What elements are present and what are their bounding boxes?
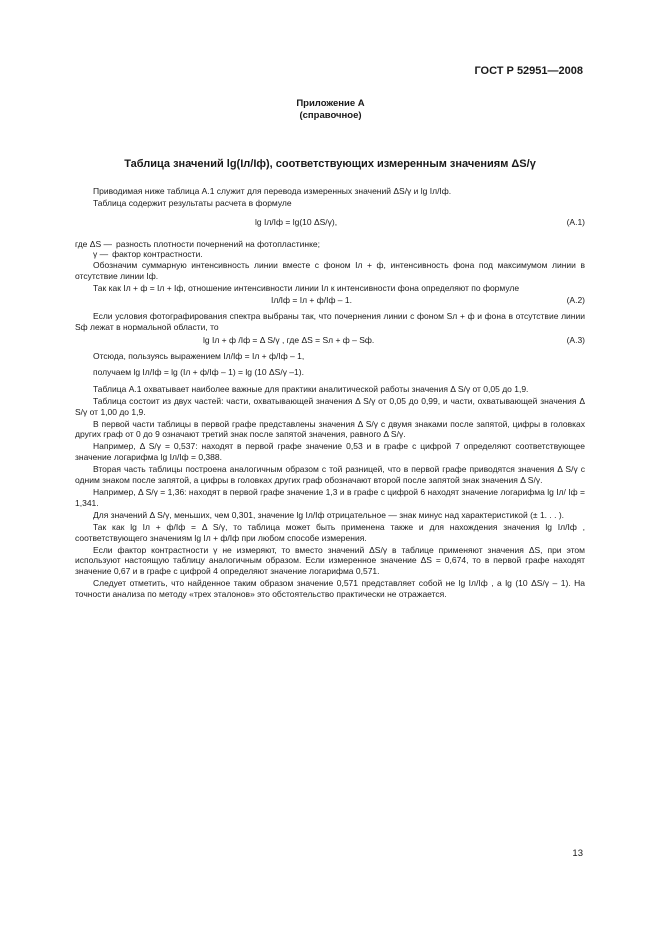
- definition-key: где ΔS —: [75, 238, 112, 249]
- paragraph-12: Вторая часть таблицы построена аналогичным образом с той разницей, что в первой графе приводятся значения Δ S/γ с одним знаком после запятой, а цифры в головках других граф обозначают второй после запятой знак значения Δ S/γ.: [75, 464, 585, 485]
- standard-number: ГОСТ Р 52951—2008: [474, 65, 583, 77]
- definition-gamma: [75, 249, 585, 260]
- paragraph-8: Таблица А.1 охватывает наиболее важные для практики аналитической работы значения Δ S/γ от 0,05 до 1,9.: [93, 383, 529, 394]
- equation-a3-number: (А.3): [566, 334, 585, 345]
- paragraph-1: Приводимая ниже таблица А.1 служит для перевода измеренных значений ΔS/γ и lg Iл/Iф.: [93, 186, 452, 196]
- equation-a3: [75, 335, 585, 349]
- equation-a2-formula: Iл/Iф = Iл + ф/Iф – 1.: [271, 295, 352, 306]
- paragraph-6: Отсюда, пользуясь выражением Iл/Iф = Iл + ф/Iф – 1,: [93, 350, 305, 361]
- appendix-note: (справочное): [299, 110, 362, 121]
- paragraph-13: Например, Δ S/γ = 1,36: находят в первой графе значение 1,3 и в графе с цифрой 6 находят значение логарифма lg Iл/ Iф = 1,341.: [75, 487, 585, 508]
- definition-key: γ —: [93, 249, 109, 260]
- equation-a2: [75, 295, 585, 309]
- equation-a3-formula: lg Iл + ф /Iф = Δ S/γ , где ΔS = Sл + ф – Sф.: [203, 334, 375, 345]
- equation-a1-number: (А.1): [566, 216, 585, 227]
- paragraph-9: Таблица состоит из двух частей: части, охватывающей значения Δ S/γ от 0,05 до 0,99, и части, охватывающей значения Δ S/γ от 1,00 до 1,9.: [75, 395, 585, 417]
- paragraph-17: Следует отметить, что найденное таким образом значение 0,571 представляет собой не lg Iл/Iф , а lg (10 ΔS/γ – 1). На точности анализа по методу «трех эталонов» это обстоятельство практически не отражается.: [75, 578, 585, 599]
- paragraph-2: Таблица содержит результаты расчета в формуле: [93, 198, 292, 209]
- paragraph-10: В первой части таблицы в первой графе представлены значения Δ S/γ с двумя знаками после запятой, цифры в головках других граф от 0 до 9 означают третий знак после запятой значения, равного Δ S/γ.: [75, 418, 585, 440]
- paragraph-7: получаем lg Iл/Iф = lg (Iл + ф/Iф – 1) = lg (10 ΔS/γ –1).: [93, 367, 304, 378]
- section-title: Таблица значений lg(Iл/Iф), соответствующих измеренным значениям ΔS/γ: [124, 158, 536, 170]
- body-text: [75, 186, 585, 601]
- definition-text: фактор контрастности.: [112, 249, 203, 260]
- equation-a1: [75, 211, 585, 237]
- paragraph-15: Так как lg Iл + ф/Iф = Δ S/γ, то таблица может быть применена также и для нахождения значения lg Iл/Iф , соответствующего значениям lg Iл + ф/Iф при любом способе измерения.: [75, 522, 585, 543]
- equation-a2-number: (А.2): [566, 295, 585, 306]
- page-number: 13: [572, 848, 583, 859]
- definition-delta-s: [75, 239, 585, 250]
- paragraph-3: Обозначим суммарную интенсивность линии вместе с фоном Iл + ф, интенсивность фона под максимумом линии в отсутствие линии Iф.: [75, 259, 585, 281]
- paragraph-16: Если фактор контрастности γ не измеряют, то вместо значений ΔS/γ в таблице применяют значения ΔS, при этом используют настоящую таблицу аналогичным образом. Если измеренное значение ΔS = 0,674, то в первой графе находят значение 0,67 и в графе с цифрой 4 определяют значение логарифма 0,571.: [75, 544, 585, 576]
- appendix-label: Приложение А: [296, 98, 365, 109]
- definition-text: разность плотности почернений на фотопластинке;: [115, 238, 320, 249]
- paragraph-14: Для значений Δ S/γ, меньших, чем 0,301, значение lg Iл/Iф отрицательное — знак минус над характеристикой (± 1. . . ).: [93, 509, 565, 520]
- paragraph-11: Например, Δ S/γ = 0,537: находят в первой графе значение 0,53 и в графе с цифрой 7 определяют соответствующее значение логарифма lg Iл/Iф = 0,388.: [75, 441, 585, 463]
- paragraph-5: Если условия фотографирования спектра выбраны так, что почернения линии с фоном Sл + ф и фона в отсутствие линии Sф лежат в нормальной области, то: [75, 311, 585, 332]
- paragraph-4: Так как Iл + ф = Iл + Iф, отношение интенсивности линии Iл к интенсивности фона определяют по формуле: [93, 282, 520, 293]
- equation-a1-formula: lg Iл/Iф = lg(10 ΔS/γ),: [255, 216, 338, 227]
